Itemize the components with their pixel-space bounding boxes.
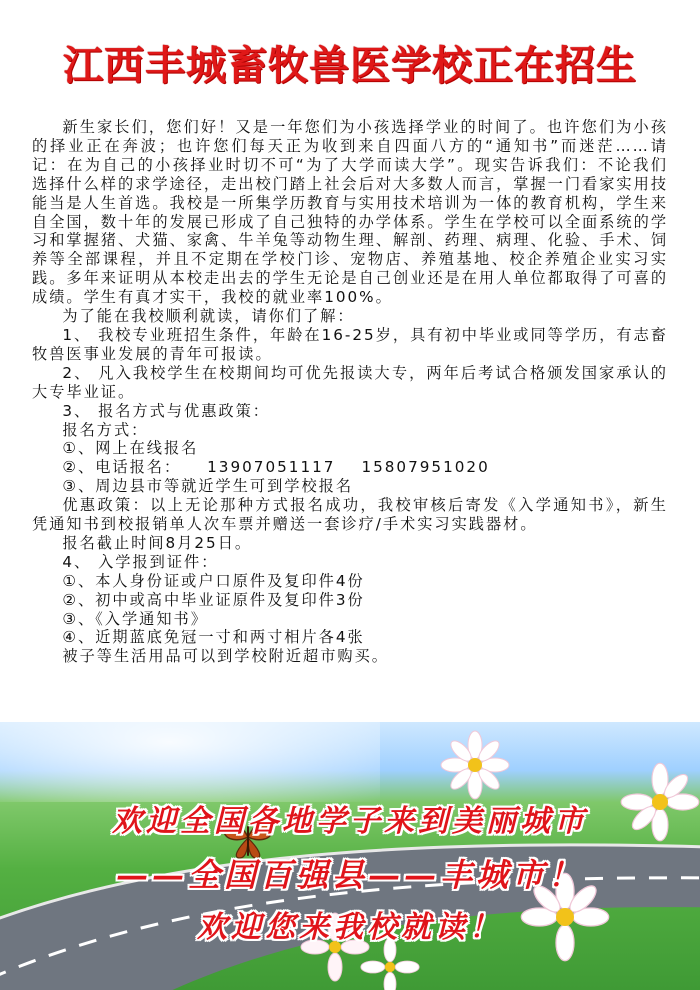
sky-glow (0, 722, 380, 802)
slogan-welcome-students: 欢迎全国各地学子来到美丽城市 (112, 804, 588, 839)
phone-number-2: 15807951020 (361, 458, 490, 477)
signup-heading: 报名方式： (62, 420, 149, 439)
intro-paragraph: 新生家长们，您们好！又是一年您们为小孩选择学业的时间了。也许您们为小孩的择业正在奔波；也许您们每天正为收到来自四面八方的“通知书”而迷茫……请记：在为自己的小孩择业时切不可“为了大学而读大学”。现实告诉我们：不论我们选择什么样的求学途径，走出校门踏上社会后对大多数人而言，掌握一门看家实用技能当是人生首选。我校是一所集学历教育与实用技术培训为一体的教育机构，学生来自全国，数十年的发展已形成了自己独特的办学体系。学生在学校可以全面系统的学习和掌握猪、犬猫、家禽、牛羊兔等动物生理、解剖、药理、病理、化验、手术、饲养等全部课程，并且不定期在学校门诊、宠物店、养殖基地、校企养殖企业实习实践。多年来证明从本校走出去的学生无论是自己创业还是在用人单位都取得了可喜的成绩。学生有真才实干，我校的就业率100%。 (32, 118, 668, 307)
document-diploma: ②、初中或高中毕业证原件及复印件3份 (62, 590, 365, 609)
document-admission-notice: ③、《入学通知书》 (62, 609, 208, 628)
item-signup-policy: 3、 报名方式与优惠政策： (62, 401, 270, 420)
page-title: 江西丰城畜牧兽医学校正在招生 (63, 43, 637, 89)
signup-local: ③、周边县市等就近学生可到学校报名 (62, 477, 354, 496)
admission-notice-body (32, 118, 668, 666)
item-college-upgrade: 2、 凡入我校学生在校期间均可优先报读大专，两年后考试合格颁发国家承认的大专毕业证。 (32, 363, 668, 401)
slogan-top-county: ——全国百强县——丰城市！ (115, 856, 584, 894)
document-photos: ④、近期蓝底免冠一寸和两寸相片各4张 (62, 628, 365, 647)
welcome-banner (0, 722, 700, 990)
slogan-welcome-enroll: 欢迎您来我校就读！ (197, 910, 503, 945)
bedding-note: 被子等生活用品可以到学校附近超市购买。 (62, 647, 389, 666)
document-id-card: ①、本人身份证或户口原件及复印件4份 (62, 571, 365, 590)
signup-phone-label: ②、电话报名： (62, 458, 182, 477)
signup-deadline: 报名截止时间8月25日。 (62, 533, 253, 552)
daisy-flower-icon (440, 730, 510, 800)
item-age-requirement: 1、 我校专业班招生条件，年龄在16-25岁，具有初中毕业或同等学历，有志畜牧兽医事业发展的青年可报读。 (32, 325, 668, 363)
discount-policy: 优惠政策：以上无论那种方式报名成功，我校审核后寄发《入学通知书》，新生凭通知书到校报销单人次车票并赠送一套诊疗/手术实习实践器材。 (32, 496, 668, 534)
signup-online: ①、网上在线报名 (62, 439, 199, 458)
phone-number-1: 13907051117 (207, 458, 336, 477)
lead-line: 为了能在我校顺利就读，请你们了解： (62, 307, 355, 326)
signup-phone (32, 458, 668, 477)
item-enrollment-documents: 4、 入学报到证件： (62, 552, 219, 571)
